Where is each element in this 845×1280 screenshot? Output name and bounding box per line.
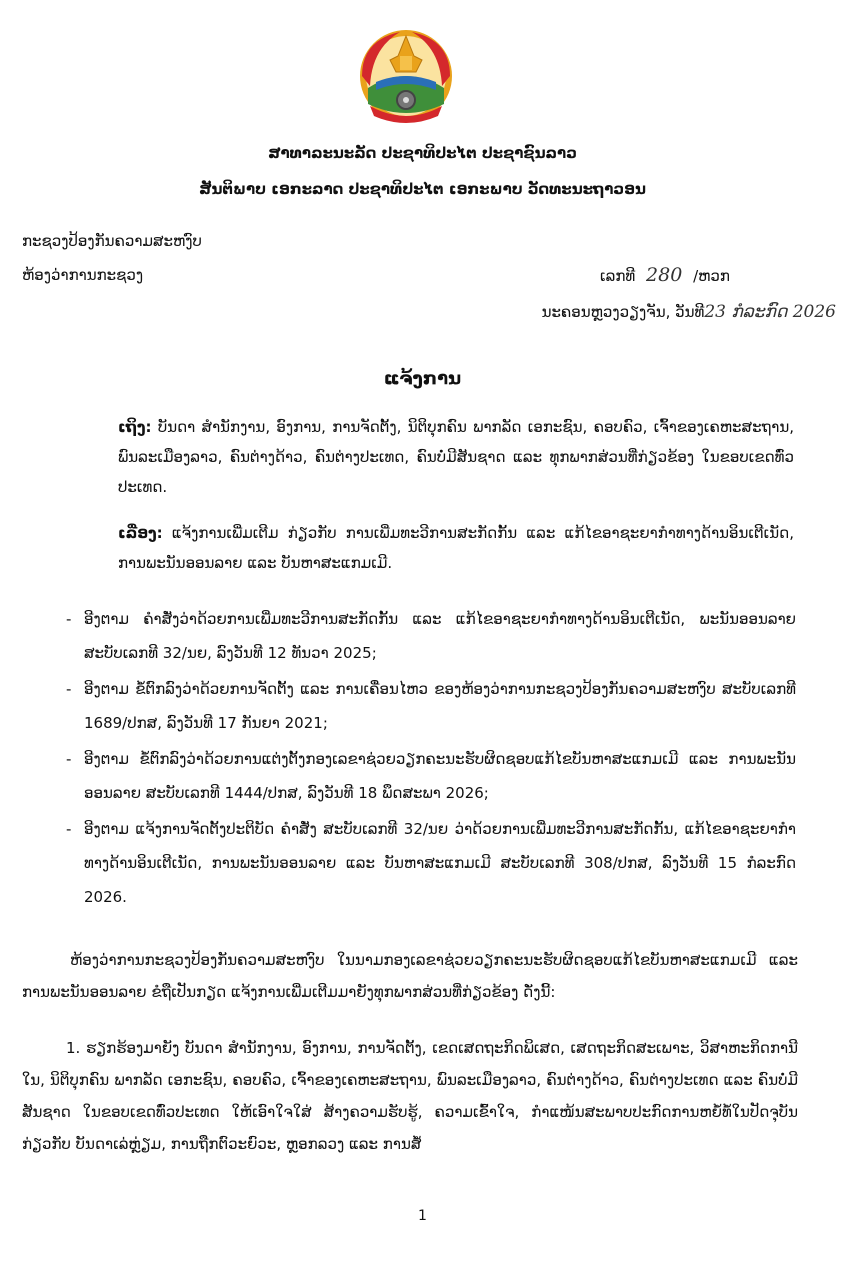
office-name: ຫ້ອງວ່າການກະຊວງ bbox=[22, 266, 144, 284]
reference-suffix: /ຫວກ bbox=[693, 267, 730, 285]
subject-label: ເລື່ອງ: bbox=[118, 524, 163, 542]
list-item: - ອີງຕາມ ແຈ້ງການຈັດຕັ້ງປະຕິບັດ ຄໍາສັ່ງ ສະບັບເລກທີ 32/ນຍ ວ່າດ້ວຍການເພີ່ມທະວີການສະກັດກັ້ນ, ແກ້ໄຂອາຊະຍາກໍາທາງດ້ານອິນເຕີເນັດ, ການພະນັນອອນລາຍ ແລະ ບັນຫາສະແກມເມີ ສະບັບເລກທີ 308/ປກສ, ລົງວັນທີ 15 ກໍລະກົດ 2026. bbox=[66, 820, 796, 906]
country-name: ສາທາລະນະລັດ ປະຊາທິປະໄຕ ປະຊາຊົນລາວ bbox=[268, 144, 577, 162]
reference-number bbox=[600, 264, 730, 286]
subject-text: ແຈ້ງການເພີ່ມເຕີມ ກ່ຽວກັບ ການເພີ່ມທະວີການສະກັດກັ້ນ ແລະ ແກ້ໄຂອາຊະຍາກໍາທາງດ້ານອິນເຕີເນັດ, ການພະນັນອອນລາຍ ແລະ ບັນຫາສະແກມເມີ. bbox=[118, 524, 794, 572]
recipients-block bbox=[118, 412, 794, 502]
ministry-name: ກະຊວງປ້ອງກັນຄວາມສະຫງົບ bbox=[22, 232, 202, 250]
reference-label: ເລກທີ bbox=[600, 267, 636, 285]
list-item: - ອີງຕາມ ຄໍາສັ່ງວ່າດ້ວຍການເພີ່ມທະວີການສະກັດກັ້ນ ແລະ ແກ້ໄຂອາຊະຍາກໍາທາງດ້ານອິນເຕີເນັດ, ພະນັນອອນລາຍ ສະບັບເລກທີ 32/ນຍ, ລົງວັນທີ 12 ທັນວາ 2025; bbox=[66, 610, 796, 662]
list-item: - ອີງຕາມ ຂໍ້ຕົກລົງວ່າດ້ວຍການແຕ່ງຕັ້ງກອງເລຂາຊ່ວຍວຽກຄະນະຮັບຜິດຊອບແກ້ໄຂບັນຫາສະແກມເມີ ແລະ ການພະນັນອອນລາຍ ສະບັບເລກທີ 1444/ປກສ, ລົງວັນທີ 18 ພຶດສະພາ 2026; bbox=[66, 750, 796, 802]
place-and-date bbox=[0, 302, 836, 322]
subject-block bbox=[118, 518, 794, 578]
item-1-paragraph: 1. ຮຽກຮ້ອງມາຍັງ ບັນດາ ສໍານັກງານ, ອົງການ, ການຈັດຕັ້ງ, ເຂດເສດຖະກິດພິເສດ, ເສດຖະກິດສະເພາະ, ວິສາຫະກິດການີໃນ, ນິຕິບຸກຄົນ ພາກລັດ ເອກະຊົນ, ຄອບຄົວ, ເຈົ້າຂອງເຄຫະສະຖານ, ພົນລະເມືອງລາວ, ຄົນຕ່າງດ້າວ, ຄົນຕ່າງປະເທດ ແລະ ຄົນບໍ່ມີສັນຊາດ ໃນຂອບເຂດທົ່ວປະເທດ ໃຫ້ເອົາໃຈໃສ່ ສ້າງຄວາມຮັບຮູ້, ຄວາມເຂົ້າໃຈ, ກໍາແໜ້ນສະພາບປະກົດການຫຍໍ້ທໍ້ໃນປັດຈຸບັນ ກ່ຽວກັບ ບັນດາເລ່ຫຼ່ຽມ, ການຖືກຕົວະຍົວະ, ຫຼອກລວງ ແລະ ການສໍ້ bbox=[22, 1039, 798, 1153]
lao-national-emblem-icon bbox=[356, 26, 456, 126]
reference-handwritten-number: 280 bbox=[646, 264, 683, 286]
handwritten-date: 23 ກໍລະກົດ 2026 bbox=[704, 302, 836, 322]
national-motto: ສັນຕິພາບ ເອກະລາດ ປະຊາທິປະໄຕ ເອກະພາບ ວັດທະນະຖາວອນ bbox=[199, 180, 646, 198]
legal-basis-list bbox=[66, 602, 796, 916]
list-item: - ອີງຕາມ ຂໍ້ຕົກລົງວ່າດ້ວຍການຈັດຕັ້ງ ແລະ ການເຄື່ອນໄຫວ ຂອງຫ້ອງວ່າການກະຊວງປ້ອງກັນຄວາມສະຫງົບ ສະບັບເລກທີ 1689/ປກສ, ລົງວັນທີ 17 ກັນຍາ 2021; bbox=[66, 680, 796, 732]
document-title: ແຈ້ງການ bbox=[383, 368, 462, 389]
recipients-label: ເຖິງ: bbox=[118, 418, 152, 436]
place-text: ນະຄອນຫຼວງວຽງຈັນ, ວັນທີ bbox=[541, 303, 705, 321]
recipients-text: ບັນດາ ສໍານັກງານ, ອົງການ, ການຈັດຕັ້ງ, ນິຕິບຸກຄົນ ພາກລັດ ເອກະຊົນ, ຄອບຄົວ, ເຈົ້າຂອງເຄຫະສະຖານ, ພົນລະເມືອງລາວ, ຄົນຕ່າງດ້າວ, ຄົນຕ່າງປະເທດ, ຄົນບໍ່ມີສັນຊາດ ແລະ ທຸກພາກສ່ວນທີ່ກ່ຽວຂ້ອງ ໃນຂອບເຂດທົ່ວປະເທດ. bbox=[118, 418, 794, 496]
page-number: 1 bbox=[418, 1208, 427, 1224]
intro-paragraph: ຫ້ອງວ່າການກະຊວງປ້ອງກັນຄວາມສະຫງົບ ໃນນາມກອງເລຂາຊ່ວຍວຽກຄະນະຮັບຜິດຊອບແກ້ໄຂບັນຫາສະແກມເມີ ແລະ ການພະນັນອອນລາຍ ຂໍຖືເປັນກຽດ ແຈ້ງການເພີ່ມເຕີມມາຍັງທຸກພາກສ່ວນທີ່ກ່ຽວຂ້ອງ ດັ່ງນີ້: bbox=[22, 951, 798, 1001]
